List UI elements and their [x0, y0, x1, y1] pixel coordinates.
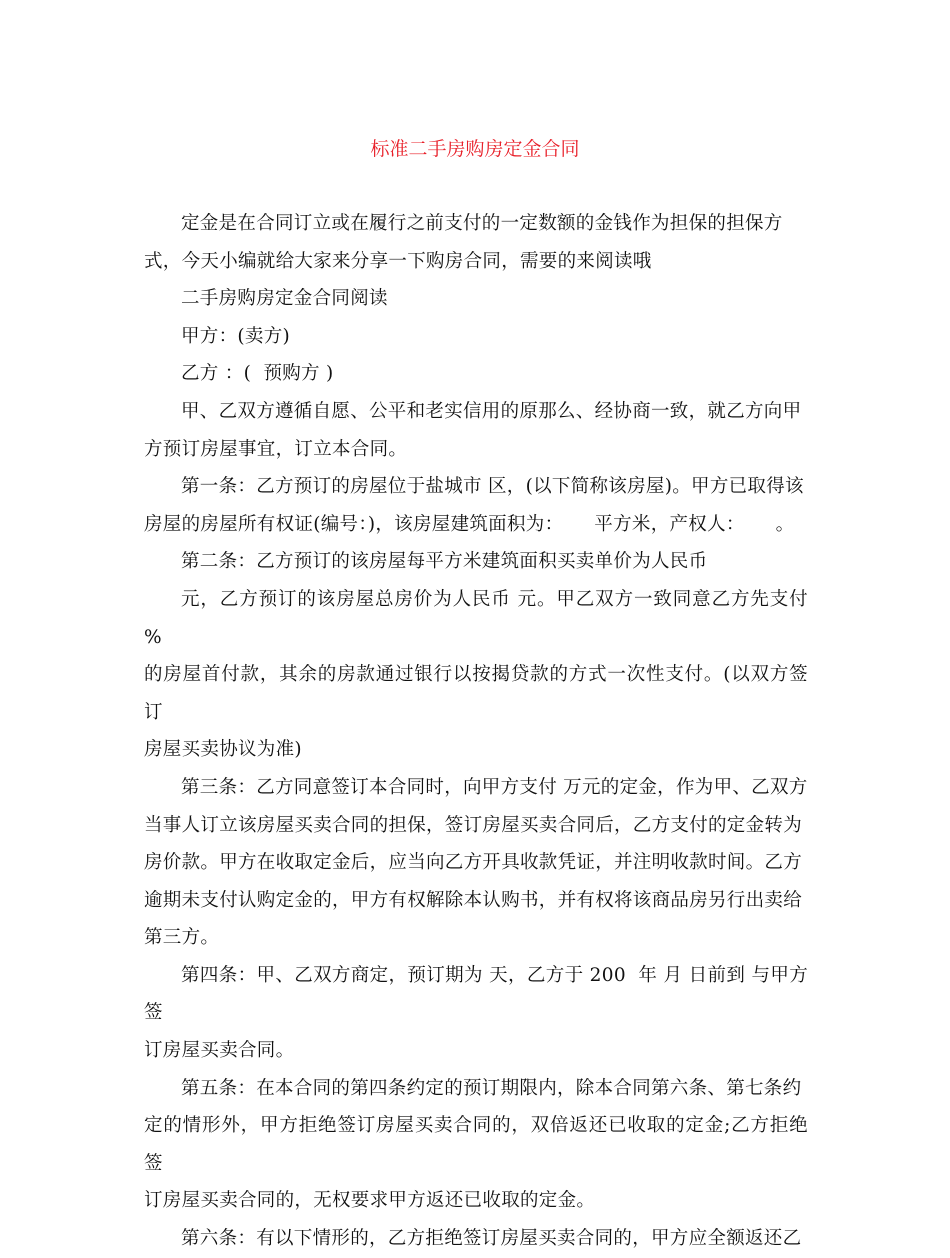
paragraph	[144, 769, 808, 957]
paragraph-line: 定的情形外，甲方拒绝签订房屋买卖合同的，双倍返还已收取的定金;乙方拒绝签	[144, 1115, 808, 1174]
paragraph-line: 逾期未支付认购定金的，甲方有权解除本认购书，并有权将该商品房另行出卖给	[144, 889, 803, 911]
document-title: 标准二手房购房定金合同	[370, 138, 580, 160]
paragraph-line: 二手房购房定金合同阅读	[181, 288, 388, 310]
paragraph-line: 的房屋首付款，其余的房款通过银行以按揭贷款的方式一次性支付。(以双方签订	[144, 664, 808, 723]
paragraph-line: 第六条：有以下情形的，乙方拒绝签订房屋买卖合同的，甲方应全额返还乙	[181, 1228, 802, 1250]
paragraph	[144, 957, 808, 1070]
paragraph	[144, 1070, 808, 1220]
paragraph	[144, 355, 808, 393]
paragraph-line: 房屋买卖协议为准)	[144, 739, 302, 761]
paragraph-line: 乙方 ：( 预购方 )	[181, 363, 334, 385]
paragraph-line: 式，今天小编就给大家来分享一下购房合同，需要的来阅读哦	[144, 250, 652, 272]
paragraph-line: 订房屋买卖合同。	[144, 1040, 295, 1062]
paragraph	[144, 543, 808, 581]
paragraph	[144, 280, 808, 318]
paragraph	[144, 468, 808, 543]
paragraph-line: 甲、乙双方遵循自愿、公平和老实信用的原那么、经协商一致，就乙方向甲	[181, 400, 802, 422]
paragraph-line: 当事人订立该房屋买卖合同的担保，签订房屋买卖合同后，乙方支付的定金转为	[144, 814, 803, 836]
paragraph	[144, 205, 808, 280]
paragraph-line: 第二条：乙方预订的该房屋每平方米建筑面积买卖单价为人民币	[181, 551, 708, 573]
paragraph-line: 订房屋买卖合同的，无权要求甲方返还已收取的定金。	[144, 1190, 596, 1212]
paragraph-line: 房价款。甲方在收取定金后，应当向乙方开具收款凭证，并注明收款时间。乙方	[144, 852, 803, 874]
document-body	[144, 205, 815, 1258]
paragraph-line: 房屋的房屋所有权证(编号：)，该房屋建筑面积为： 平方米，产权人： 。	[144, 513, 795, 535]
paragraph-line: 第三条：乙方同意签订本合同时，向甲方支付 万元的定金，作为甲、乙双方	[181, 776, 808, 798]
paragraph-line: 第三方。	[144, 927, 220, 949]
paragraph-line: 元，乙方预订的该房屋总房价为人民币 元。甲乙双方一致同意乙方先支付 %	[144, 588, 815, 648]
paragraph	[144, 393, 808, 468]
paragraph-line: 定金是在合同订立或在履行之前支付的一定数额的金钱作为担保的担保方	[181, 213, 783, 234]
paragraph-line: 方预订房屋事宜，订立本合同。	[144, 438, 408, 460]
paragraph-line: 第一条：乙方预订的房屋位于盐城市 区，(以下简称该房屋)。甲方已取得该	[181, 476, 804, 498]
paragraph	[144, 318, 808, 356]
paragraph	[144, 581, 815, 769]
paragraph-line: 第四条：甲、乙双方商定，预订期为 天，乙方于 200 年 月 日前到 与甲方签	[144, 964, 808, 1024]
paragraph	[144, 1220, 808, 1258]
paragraph-line: 第五条：在本合同的第四条约定的预订期限内，除本合同第六条、第七条约	[181, 1077, 802, 1099]
paragraph-line: 甲方：(卖方)	[181, 325, 291, 347]
